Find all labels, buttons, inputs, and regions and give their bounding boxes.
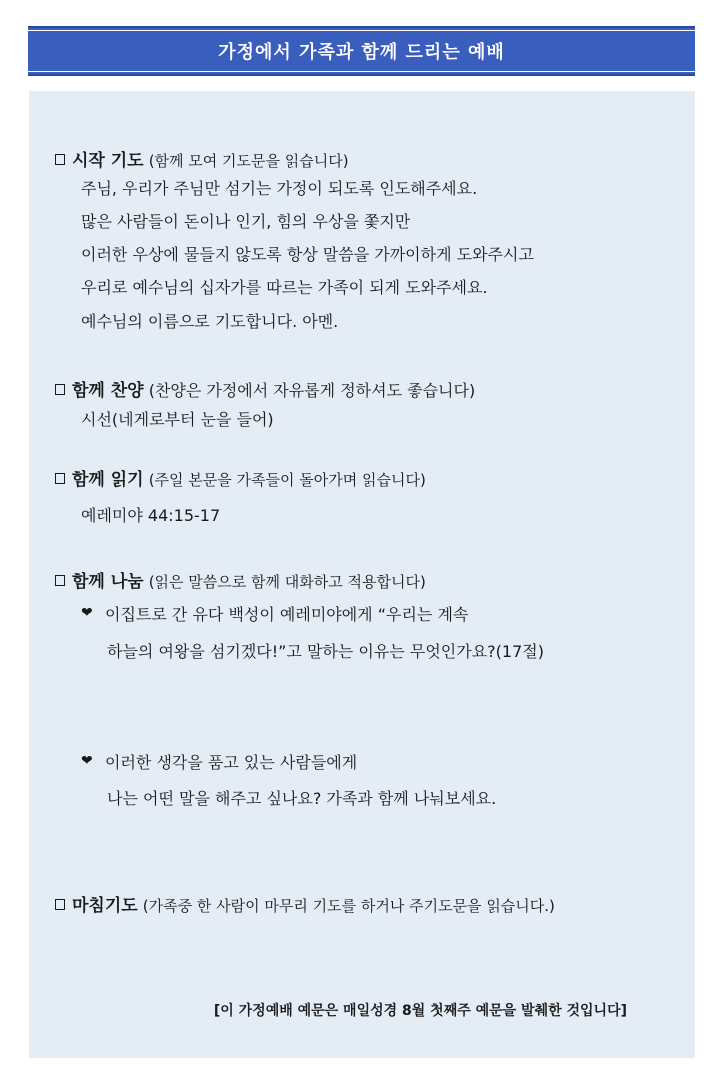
section-note: (읽은 말씀으로 함께 대화하고 적용합니다)	[148, 573, 426, 591]
question-line: 이러한 생각을 품고 있는 사람들에게	[105, 753, 358, 772]
question-line: 나는 어떤 말을 해주고 싶나요? 가족과 함께 나눠보세요.	[107, 789, 497, 808]
checkbox-icon	[55, 575, 65, 586]
prayer-line: 많은 사람들이 돈이나 인기, 힘의 우상을 쫓지만	[81, 212, 411, 231]
prayer-line: 이러한 우상에 물들지 않도록 항상 말씀을 가까이하게 도와주시고	[81, 245, 534, 264]
prayer-line: 예수님의 이름으로 기도합니다. 아멘.	[81, 312, 339, 331]
section-note: (주일 본문을 가족들이 돌아가며 읽습니다)	[148, 471, 426, 489]
section-title: 시작 기도	[72, 151, 144, 171]
heart-bullet-icon: ❤	[81, 605, 93, 621]
section-sharing	[55, 567, 426, 592]
section-opening-prayer	[55, 146, 349, 171]
checkbox-icon	[55, 154, 65, 165]
question-line: 이집트로 간 유다 백성이 예레미야에게 “우리는 계속	[105, 605, 469, 624]
heart-bullet-icon: ❤	[81, 753, 93, 769]
section-note: (함께 모여 기도문을 읽습니다)	[148, 152, 349, 170]
page-title: 가정에서 가족과 함께 드리는 예배	[218, 42, 505, 63]
question-line: 하늘의 여왕을 섬기겠다!”고 말하는 이유는 무엇인가요?(17절)	[107, 642, 544, 661]
section-title: 함께 나눔	[72, 572, 144, 592]
section-title: 함께 찬양	[72, 381, 144, 401]
section-note: (찬양은 가정에서 자유롭게 정하셔도 좋습니다)	[148, 381, 476, 400]
footer-note: [이 가정예배 예문은 매일성경 8월 첫째주 예문을 발췌한 것입니다]	[213, 1003, 627, 1019]
prayer-line: 주님, 우리가 주님만 섬기는 가정이 되도록 인도해주세요.	[81, 179, 478, 198]
section-note: (가족중 한 사람이 마무리 기도를 하거나 주기도문을 읽습니다.)	[142, 897, 555, 915]
scripture-reference: 예레미야 44:15-17	[81, 506, 221, 525]
checkbox-icon	[55, 384, 65, 395]
section-reading	[55, 465, 426, 490]
header-banner	[28, 26, 695, 76]
checkbox-icon	[55, 473, 65, 484]
section-title: 함께 읽기	[72, 470, 144, 490]
song-title: 시선(네게로부터 눈을 들어)	[81, 410, 274, 429]
prayer-line: 우리로 예수님의 십자가를 따르는 가족이 되게 도와주세요.	[81, 278, 488, 297]
section-praise	[55, 376, 475, 401]
section-closing-prayer	[55, 891, 555, 916]
section-title: 마침기도	[72, 896, 138, 916]
checkbox-icon	[55, 899, 65, 910]
